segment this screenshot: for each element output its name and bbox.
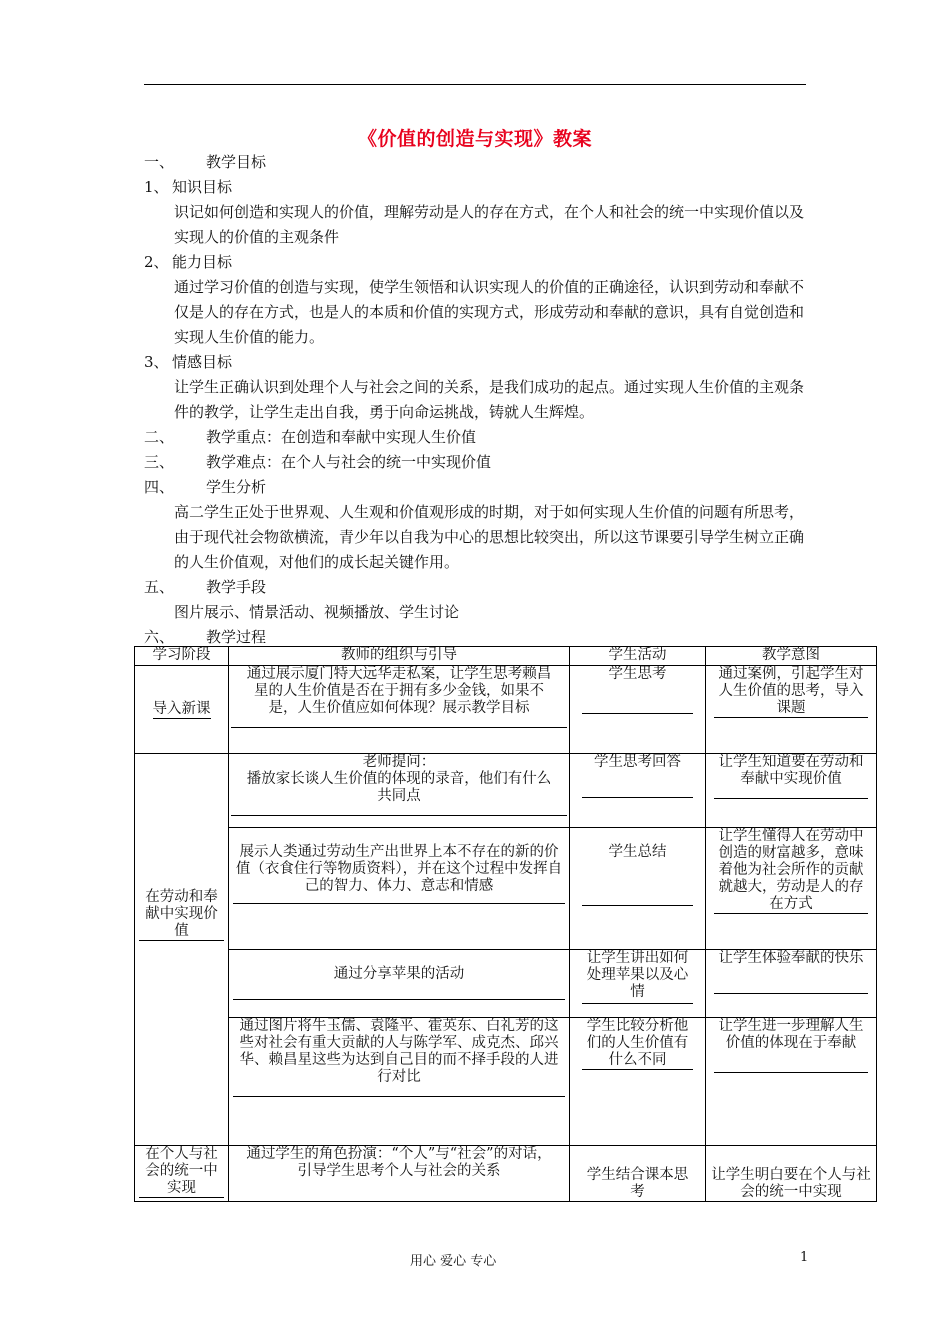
teacher-cell: 展示人类通过劳动生产出世界上本不存在的新的价值（衣食住行等物质资料），并在这个过程中发挥自己的智力、体力、意志和情感 bbox=[229, 828, 570, 950]
table-row bbox=[135, 754, 877, 828]
stage-cell: 在劳动和奉献中实现价值 bbox=[135, 754, 229, 1146]
intent-cell: 让学生明白要在个人与社会的统一中实现 bbox=[706, 1146, 877, 1202]
goal-1-text: 识记如何创造和实现人的价值，理解劳动是人的存在方式，在个人和社会的统一中实现价值以及实现人的价值的主观条件 bbox=[174, 203, 805, 246]
goal-3-heading: 3、 情感目标 bbox=[144, 353, 233, 371]
header-teacher: 教师的组织与引导 bbox=[229, 647, 570, 666]
section-4-heading: 四、 学生分析 bbox=[144, 478, 267, 496]
header-rule bbox=[144, 84, 806, 85]
table-row bbox=[135, 828, 877, 950]
teacher-cell: 老师提问： 播放家长谈人生价值的体现的录音，他们有什么共同点 bbox=[229, 754, 570, 828]
student-analysis-text: 高二学生正处于世界观、人生观和价值观形成的时期，对于如何实现人生价值的问题有所思考，由于现代社会物欲横流，青少年以自我为中心的思想比较突出，所以这节课要引导学生树立正确的人生价值观，对他们的成长起关键作用。 bbox=[174, 503, 805, 571]
table-row bbox=[135, 1018, 877, 1146]
header-stage: 学习阶段 bbox=[135, 647, 229, 666]
header-student: 学生活动 bbox=[570, 647, 706, 666]
section-1-heading: 一、 教学目标 bbox=[144, 153, 267, 171]
section-5-heading: 五、 教学手段 bbox=[144, 578, 267, 596]
document-title: 《价值的创造与实现》教案 bbox=[357, 128, 592, 150]
intent-cell: 通过案例，引起学生对人生价值的思考，导入课题 bbox=[706, 666, 877, 754]
section-6-heading: 六、 教学过程 bbox=[144, 628, 267, 646]
goal-3-text: 让学生正确认识到处理个人与社会之间的关系，是我们成功的起点。通过实现人生价值的主观条件的教学，让学生走出自我，勇于向命运挑战，铸就人生辉煌。 bbox=[174, 378, 805, 421]
teacher-cell: 通过展示厦门特大远华走私案，让学生思考赖昌星的人生价值是否在于拥有多少金钱，如果不是，人生价值应如何体现？展示教学目标 bbox=[229, 666, 570, 754]
teacher-cell: 通过图片将牛玉儒、袁隆平、霍英东、白礼芳的这些对社会有重大贡献的人与陈学军、成克杰、邱兴华、赖昌星这些为达到自己目的而不择手段的人进行对比 bbox=[229, 1018, 570, 1146]
table-row bbox=[135, 950, 877, 1018]
stage-cell: 在个人与社会的统一中实现 bbox=[135, 1146, 229, 1202]
student-cell: 学生结合课本思考 bbox=[570, 1146, 706, 1202]
intent-cell: 让学生进一步理解人生价值的体现在于奉献 bbox=[706, 1018, 877, 1146]
teacher-cell: 通过分享苹果的活动 bbox=[229, 950, 570, 1018]
header-intent: 教学意图 bbox=[706, 647, 877, 666]
section-2-heading: 二、 教学重点：在创造和奉献中实现人生价值 bbox=[144, 428, 477, 446]
goal-2-heading: 2、 能力目标 bbox=[144, 253, 233, 271]
teaching-process-table bbox=[134, 646, 877, 1202]
goal-1-heading: 1、 知识目标 bbox=[144, 178, 233, 196]
goal-2-text: 通过学习价值的创造与实现，使学生领悟和认识实现人的价值的正确途径，认识到劳动和奉献不仅是人的存在方式，也是人的本质和价值的实现方式，形成劳动和奉献的意识，具有自觉创造和实现人生价值的能力。 bbox=[174, 278, 805, 346]
student-cell: 学生总结 bbox=[570, 828, 706, 950]
teaching-means-text: 图片展示、情景活动、视频播放、学生讨论 bbox=[174, 603, 460, 621]
student-cell: 学生思考 bbox=[570, 666, 706, 754]
table-header-row bbox=[135, 647, 877, 666]
student-cell: 学生比较分析他们的人生价值有什么不同 bbox=[570, 1018, 706, 1146]
page-number: 1 bbox=[800, 1250, 809, 1265]
table-row bbox=[135, 1146, 877, 1202]
intent-cell: 让学生体验奉献的快乐 bbox=[706, 950, 877, 1018]
intent-cell: 让学生知道要在劳动和奉献中实现价值 bbox=[706, 754, 877, 828]
student-cell: 学生思考回答 bbox=[570, 754, 706, 828]
intent-cell: 让学生懂得人在劳动中创造的财富越多，意味着他为社会所作的贡献就越大，劳动是人的存在方式 bbox=[706, 828, 877, 950]
student-cell: 让学生讲出如何处理苹果以及心情 bbox=[570, 950, 706, 1018]
stage-cell: 导入新课 bbox=[135, 666, 229, 754]
table-row bbox=[135, 666, 877, 754]
teacher-cell: 通过学生的角色扮演：“个人”与“社会”的对话，引导学生思考个人与社会的关系 bbox=[229, 1146, 570, 1202]
section-3-heading: 三、 教学难点：在个人与社会的统一中实现价值 bbox=[144, 453, 492, 471]
footer-slogan: 用心 爱心 专心 bbox=[410, 1254, 497, 1269]
